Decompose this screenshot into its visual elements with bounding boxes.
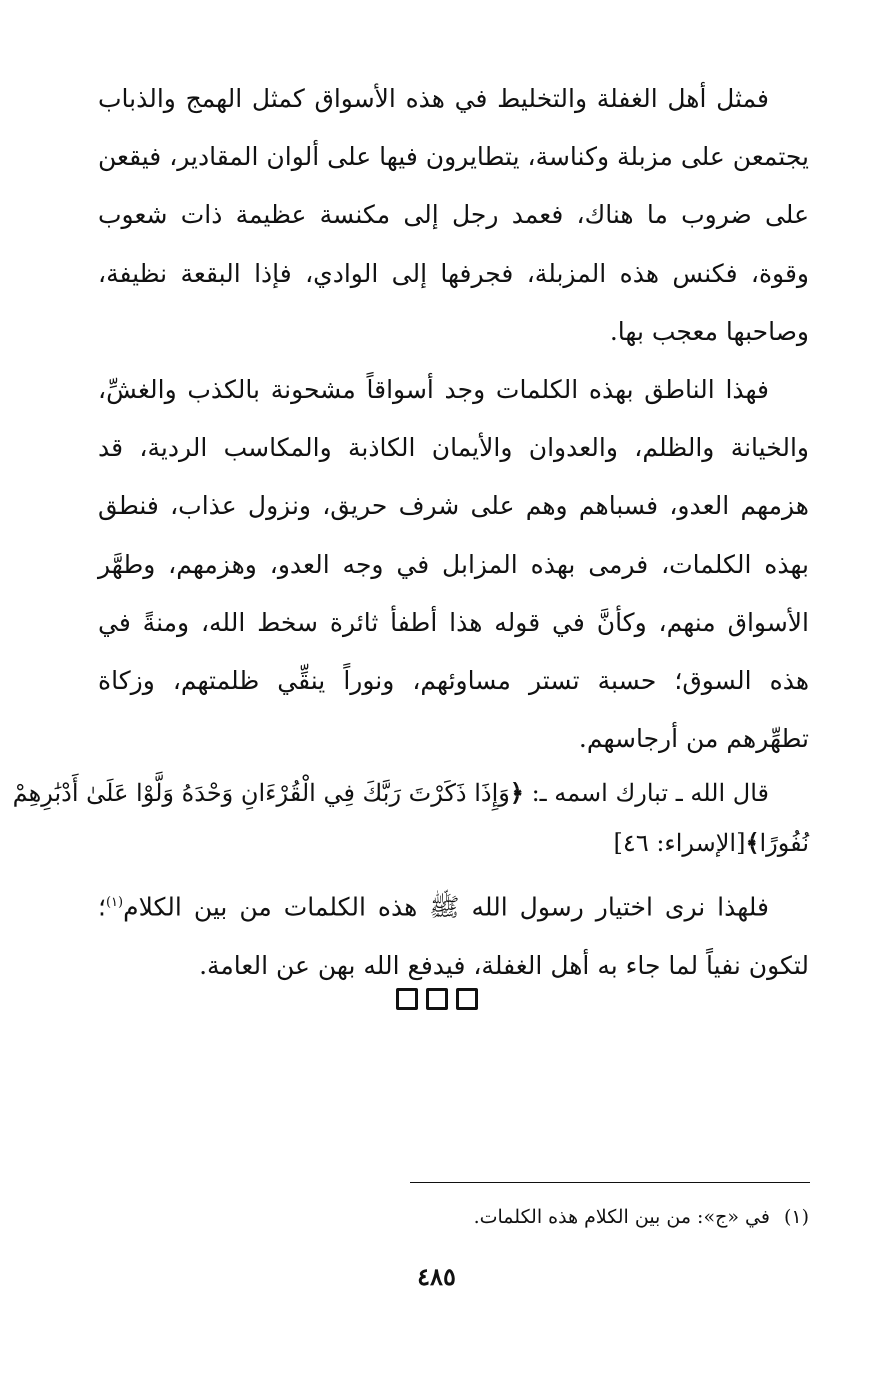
square-ornament-icon — [396, 988, 418, 1010]
paragraph-3 — [98, 874, 809, 995]
verse-reference: [الإسراء: ٤٦] — [613, 829, 746, 858]
quote-reference-line — [98, 818, 809, 868]
paragraph-2: فهذا الناطق بهذه الكلمات وجد أسواقاً مشحونة بالكذب والغشِّ، والخيانة والظلم، والعدوان والأيمان الكاذبة والمكاسب الردية، قد هزمهم العدو، فسباهم وهم على شرف حريق، ونزول عذاب، فنطق بهذه الكلمات، فرمى بهذه المزابل في وجه العدو، وهزمهم، وطهَّر الأسواق منهم، وكأنَّ في قوله هذا أطفأ ثائرة سخط الله، ومنةً في هذه السوق؛ حسبة تستر مساوئهم، ونوراً ينقِّي ظلمتهم، وزكاة تطهِّرهم من أرجاسهم. — [98, 375, 809, 754]
page-body — [12, 70, 809, 1389]
footnote-number: (١) — [783, 1206, 809, 1228]
square-ornament-icon — [456, 988, 478, 1010]
footnote-divider — [410, 1182, 810, 1183]
footnote-text: في «ج»: من بين الكلام هذه الكلمات. — [473, 1206, 770, 1228]
footnote — [474, 1200, 809, 1234]
square-ornament-icon — [426, 988, 448, 1010]
paragraph-1: فمثل أهل الغفلة والتخليط في هذه الأسواق كمثل الهمج والذباب يجتمعن على مزبلة وكناسة، يتطايرون فيها على ألوان المقادير، فيقعن على ضروب ما هناك، فعمد رجل إلى مكنسة عظيمة ذات شعوب وقوة، فكنس هذه المزبلة، فجرفها إلى الوادي، فإذا البقعة نظيفة، وصاحبها معجب بها. — [98, 84, 809, 346]
quote-line — [12, 768, 809, 818]
footnote-marker[interactable]: (١) — [105, 895, 124, 911]
verse-close-bracket: ﴾ — [745, 828, 760, 858]
paragraph-3-before-note: فلهذا نرى اختيار رسول الله ﷺ هذه الكلمات من بين الكلام — [123, 892, 769, 922]
verse-text: وَإِذَا ذَكَرْتَ رَبَّكَ فِي الْقُرْءَانِ وَحْدَهُ وَلَّوْا عَلَىٰ أَدْبَٰرِهِمْ — [12, 779, 510, 808]
page-number: ٤٨٥ — [417, 1262, 456, 1291]
verse-open-bracket: ﴿ — [509, 778, 524, 808]
paragraph-3-after-note: ؛ لتكون نفياً لما جاء به أهل الغفلة، فيدفع الله بهن عن العامة. — [98, 892, 809, 980]
section-separator — [0, 988, 873, 1010]
verse-end: نُفُورًا — [759, 829, 809, 858]
quote-intro: قال الله ـ تبارك اسمه ـ: — [531, 779, 769, 808]
